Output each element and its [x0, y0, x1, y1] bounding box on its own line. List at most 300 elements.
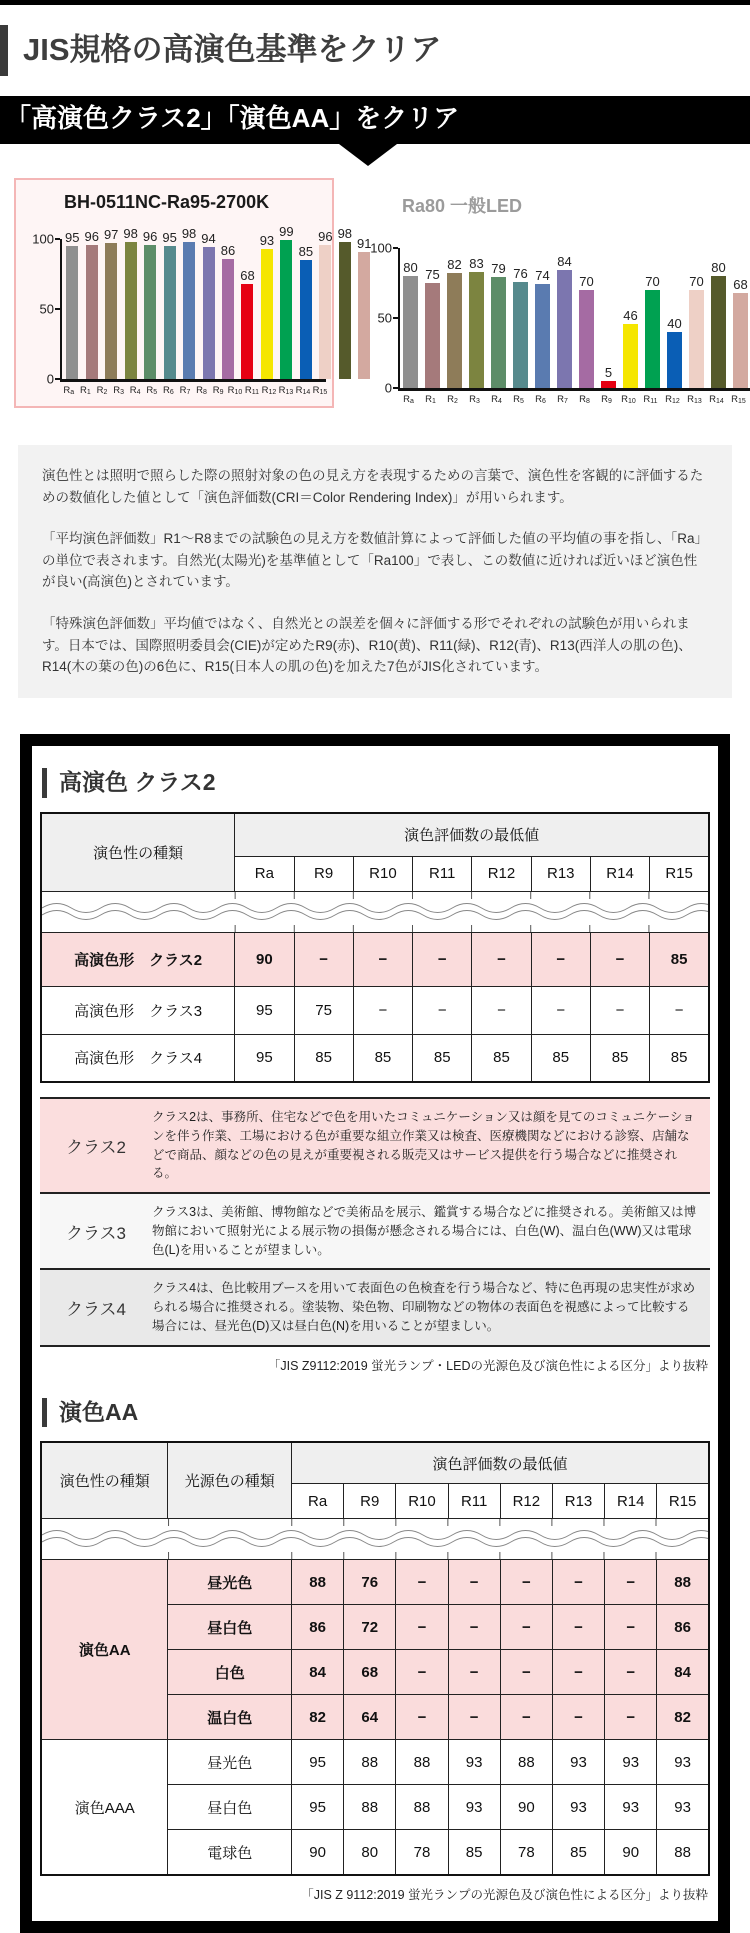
- bar-R1: [425, 283, 440, 388]
- bar-group-R11: [645, 275, 660, 388]
- bar-group-R11: [279, 225, 293, 379]
- y-axis-tick-label: 50: [39, 301, 54, 317]
- column-header-R11: R11: [413, 856, 472, 891]
- bar-group-Ra: [403, 261, 418, 388]
- bar-group-R1: [84, 230, 98, 379]
- x-axis-label-R13: R 13: [687, 394, 702, 406]
- chart-panel-product: [14, 178, 372, 408]
- row-label: 温白色: [168, 1695, 292, 1740]
- x-axis-label-R1: R 1: [425, 394, 436, 406]
- bar-R6: [183, 242, 195, 379]
- bar-R12: [300, 260, 312, 379]
- section-class2: [40, 768, 710, 1374]
- row-label: 昼白色: [168, 1785, 292, 1830]
- omitted-rows-wave: [42, 892, 708, 932]
- cell-value: −: [500, 1560, 552, 1605]
- y-axis-tick-label: 100: [32, 231, 54, 247]
- cell-value: 88: [396, 1785, 448, 1830]
- chart-body: [32, 224, 372, 397]
- bar-group-R10: [260, 234, 274, 379]
- bar-value-label: 91: [357, 235, 372, 251]
- cell-value: 93: [657, 1785, 709, 1830]
- cell-value: 88: [657, 1830, 709, 1875]
- cell-value: 88: [396, 1740, 448, 1785]
- cell-value: −: [590, 986, 649, 1034]
- table-row: [41, 1560, 709, 1605]
- column-header-type: 演色性の種類: [41, 1442, 168, 1519]
- bar-value-label: 86: [220, 242, 236, 258]
- cell-value: −: [472, 932, 531, 986]
- bar-group-R8: [221, 244, 235, 379]
- cell-value: 88: [291, 1560, 343, 1605]
- wave-row: [41, 1519, 709, 1560]
- cell-value: 85: [650, 932, 709, 986]
- bar-R11: [280, 240, 292, 379]
- cell-value: −: [531, 932, 590, 986]
- chart-plot: [32, 224, 372, 387]
- section-class2-heading: 高演色 クラス2: [42, 768, 710, 798]
- cell-value: −: [472, 986, 531, 1034]
- cell-value: 80: [344, 1830, 396, 1875]
- column-header-R9: R9: [344, 1484, 396, 1519]
- x-axis-label-R11: R 11: [244, 385, 260, 397]
- bar-R5: [164, 246, 176, 379]
- page-title: JIS規格の高演色基準をクリア: [0, 25, 750, 76]
- bar-R11: [645, 290, 660, 388]
- cell-value: 82: [657, 1695, 709, 1740]
- bar-value-label: 68: [240, 267, 255, 283]
- cell-value: 93: [552, 1740, 604, 1785]
- bar-Ra: [66, 246, 78, 379]
- x-axis-label-R4: R 4: [491, 394, 502, 406]
- bar-value-label: 40: [667, 315, 682, 331]
- cell-value: 90: [235, 932, 294, 986]
- bar-R13: [319, 245, 331, 379]
- cell-value: 95: [291, 1740, 343, 1785]
- class-description-row: [40, 1194, 710, 1270]
- bar-group-R9: [601, 366, 616, 388]
- class-description-row: [40, 1270, 710, 1346]
- cell-value: 95: [235, 986, 294, 1034]
- column-header-R10: R10: [396, 1484, 448, 1519]
- bar-value-label: 96: [318, 228, 333, 244]
- bar-group-Ra: [65, 231, 79, 379]
- y-axis-tick: [55, 378, 60, 380]
- bar-group-R1: [425, 268, 440, 388]
- column-header-R10: R10: [353, 856, 412, 891]
- bar-group-R8: [579, 275, 594, 388]
- x-axis-label-R3: R 3: [113, 385, 124, 397]
- column-header-R12: R12: [472, 856, 531, 891]
- row-label: 電球色: [168, 1830, 292, 1875]
- cell-value: 86: [291, 1605, 343, 1650]
- bar-value-label: 79: [491, 261, 506, 277]
- cell-value: 93: [552, 1785, 604, 1830]
- bar-value-label: 95: [162, 229, 177, 245]
- bar-R8: [222, 259, 234, 379]
- bar-group-R3: [123, 227, 137, 379]
- cell-value: −: [396, 1605, 448, 1650]
- description-paragraph: 「特殊演色評価数」平均値ではなく、自然光との誤差を個々に評価する形でそれぞれの試験色が用いられます。日本では、国際照明委員会(CIE)が定めたR9(赤)、R10(黄)、R11(緑)、R12(青)、R13(西洋人の肌の色)、R14(木の葉の色)の6色に、R15(日本人の肌の色)を加えた7色がJIS化されています。: [42, 615, 692, 675]
- row-label: 昼光色: [168, 1740, 292, 1785]
- bar-value-label: 70: [645, 273, 660, 289]
- cell-value: −: [605, 1605, 657, 1650]
- cell-value: 93: [657, 1740, 709, 1785]
- bar-R9: [241, 284, 253, 379]
- cell-value: −: [552, 1650, 604, 1695]
- bar-group-R6: [535, 269, 550, 388]
- row-label: 高演色形 クラス2: [41, 932, 235, 986]
- bar-value-label: 98: [181, 225, 197, 241]
- column-header-R12: R12: [500, 1484, 552, 1519]
- bar-R14: [711, 276, 726, 388]
- cell-value: 68: [344, 1650, 396, 1695]
- cell-value: −: [396, 1560, 448, 1605]
- bar-group-R7: [201, 232, 215, 379]
- y-axis-tick: [393, 387, 398, 389]
- y-axis-tick: [55, 308, 60, 310]
- bar-value-label: 5: [604, 364, 613, 380]
- x-axis-label-R12: R 12: [261, 385, 277, 397]
- citation-aa: 「JIS Z 9112:2019 蛍光ランプの光源色及び演色性による区分」より抜粋: [301, 1887, 708, 1902]
- bar-group-R15: [733, 278, 748, 388]
- cell-value: 95: [235, 1034, 294, 1082]
- bar-R10: [261, 249, 273, 379]
- column-header-R13: R13: [552, 1484, 604, 1519]
- cell-value: 64: [344, 1695, 396, 1740]
- bar-group-R14: [711, 261, 726, 388]
- bar-R15: [358, 252, 370, 379]
- bar-group-R4: [491, 262, 506, 388]
- class-label: クラス4: [66, 1299, 126, 1319]
- column-header-Ra: Ra: [291, 1484, 343, 1519]
- x-axis-label-R12: R 12: [665, 394, 680, 406]
- x-axis-label-R9: R 9: [601, 394, 612, 406]
- bar-value-label: 98: [123, 225, 138, 241]
- y-axis-tick: [393, 317, 398, 319]
- group-label: 演色AA: [41, 1560, 168, 1740]
- chart-title: Ra80 一般LED: [402, 195, 523, 216]
- cell-value: 85: [650, 1034, 709, 1082]
- bar-group-R7: [557, 255, 572, 388]
- bar-value-label: 70: [579, 273, 594, 289]
- bar-value-label: 85: [298, 243, 314, 259]
- bar-R14: [339, 242, 351, 379]
- chart-title: BH-0511NC-Ra95-2700K: [64, 191, 270, 212]
- column-header-Ra: Ra: [235, 856, 294, 891]
- column-header-type: 演色性の種類: [41, 813, 235, 892]
- bar-group-R2: [447, 258, 462, 388]
- cell-value: 85: [590, 1034, 649, 1082]
- bar-R7: [557, 270, 572, 388]
- row-label: 昼光色: [168, 1560, 292, 1605]
- class-label: クラス2: [66, 1138, 126, 1158]
- bar-value-label: 82: [447, 257, 462, 273]
- bar-R4: [144, 245, 156, 379]
- banner-text: 「高演色クラス2」「演色AA」をクリア: [5, 102, 460, 133]
- bar-R6: [535, 284, 550, 388]
- x-axis-label-R8: R 8: [579, 394, 590, 406]
- bar-value-label: 68: [733, 276, 748, 292]
- bar-R4: [491, 277, 506, 388]
- column-header-R9: R9: [294, 856, 353, 891]
- wave-cell: [41, 1519, 709, 1560]
- x-axis-labels: [63, 386, 326, 396]
- column-header-R14: R14: [605, 1484, 657, 1519]
- bar-value-label: 80: [403, 259, 418, 275]
- bar-R3: [125, 242, 137, 379]
- class-text: クラス2は、事務所、住宅などで色を用いたコミュニケーション又は顔を見てのコミュニケーションを伴う作業、工場における色が重要な組立作業又は検査、医療機関などにおける診察、店舗などで商品、顔などの色の見えが重要視される販売又はサービス提供を行う場合などに推奨される。: [152, 1110, 695, 1181]
- column-header-R15: R15: [650, 856, 709, 891]
- cell-value: −: [552, 1695, 604, 1740]
- cell-value: 85: [531, 1034, 590, 1082]
- bar-value-label: 83: [469, 255, 484, 271]
- bar-value-label: 46: [623, 307, 638, 323]
- table-row: [41, 1740, 709, 1785]
- bar-value-label: 80: [711, 259, 726, 275]
- cell-value: 90: [291, 1830, 343, 1875]
- column-header-light-color: 光源色の種類: [168, 1442, 292, 1519]
- y-axis-tick-label: 0: [46, 371, 54, 387]
- class-description-row: [40, 1099, 710, 1194]
- group-label: 演色AAA: [41, 1740, 168, 1875]
- table-row: [41, 932, 709, 986]
- description-box: [18, 445, 732, 698]
- x-axis-label-Ra: R a: [63, 385, 75, 397]
- bar-value-label: 84: [557, 254, 572, 270]
- cell-value: 75: [294, 986, 353, 1034]
- x-axis-labels: [401, 395, 750, 405]
- bar-value-label: 98: [337, 225, 353, 241]
- cell-value: −: [294, 932, 353, 986]
- cell-value: −: [413, 986, 472, 1034]
- x-axis-label-R6: R 6: [162, 385, 174, 397]
- cell-value: 85: [552, 1830, 604, 1875]
- wave-cell: [41, 891, 709, 932]
- bar-R2: [105, 243, 117, 379]
- bar-group-R3: [469, 257, 484, 388]
- standards-framed-section: [20, 734, 730, 1933]
- omitted-rows-wave: [42, 1519, 708, 1559]
- cell-value: 86: [657, 1605, 709, 1650]
- main-title-block: [0, 25, 750, 76]
- cell-value: 90: [605, 1830, 657, 1875]
- bar-R15: [733, 293, 748, 388]
- cell-value: −: [500, 1650, 552, 1695]
- x-axis-label-R5: R 5: [146, 385, 158, 397]
- cell-value: 78: [500, 1830, 552, 1875]
- cell-value: 85: [294, 1034, 353, 1082]
- bar-group-R9: [240, 269, 254, 379]
- section-aa: [40, 1398, 710, 1903]
- bar-group-R6: [182, 227, 196, 379]
- bar-value-label: 74: [535, 268, 550, 284]
- class-descriptions: [40, 1097, 710, 1347]
- cell-value: 90: [500, 1785, 552, 1830]
- y-axis-tick-label: 0: [384, 380, 392, 396]
- cell-value: −: [413, 932, 472, 986]
- bar-value-label: 99: [279, 224, 294, 240]
- chart-panel-generic-led: [358, 178, 750, 415]
- cell-value: 82: [291, 1695, 343, 1740]
- row-label: 高演色形 クラス3: [41, 986, 235, 1034]
- cell-value: −: [590, 932, 649, 986]
- bar-R13: [689, 290, 704, 388]
- bar-R5: [513, 282, 528, 388]
- x-axis-label-R11: R 11: [643, 394, 658, 406]
- banner-arrow-down: [339, 144, 397, 166]
- cell-value: 85: [448, 1830, 500, 1875]
- cell-value: 88: [500, 1740, 552, 1785]
- row-label: 白色: [168, 1650, 292, 1695]
- cell-value: 88: [344, 1740, 396, 1785]
- description-paragraph: 「平均演色評価数」R1〜R8までの試験色の見え方を数値計算によって評価した値の平均値の事を指し、「Ra」の単位で表されます。自然光(太陽光)を基準値として「Ra100」で表し、この数値に近ければ近いほど演色性が良い(高演色)とされています。: [42, 531, 702, 590]
- x-axis-label-R6: R 6: [535, 394, 546, 406]
- bar-group-R13: [318, 230, 332, 379]
- cell-value: 88: [657, 1560, 709, 1605]
- bar-group-R12: [667, 317, 682, 388]
- bar-group-R13: [689, 275, 704, 388]
- cell-value: −: [396, 1695, 448, 1740]
- y-axis-tick: [393, 247, 398, 249]
- x-axis-label-R14: R 14: [709, 394, 724, 406]
- x-axis-label-R4: R 4: [129, 385, 141, 397]
- bar-R7: [203, 247, 215, 379]
- table-row: [41, 986, 709, 1034]
- bar-R1: [86, 245, 98, 379]
- cell-value: −: [353, 986, 412, 1034]
- bar-group-R5: [513, 267, 528, 388]
- cell-value: 93: [448, 1740, 500, 1785]
- bars: [403, 255, 748, 388]
- x-axis-label-R2: R 2: [447, 394, 458, 406]
- bar-value-label: 95: [65, 229, 80, 245]
- x-axis-label-R13: R 13: [278, 385, 294, 397]
- section-aa-heading: 演色AA: [42, 1398, 710, 1428]
- bar-value-label: 96: [142, 228, 158, 244]
- cell-value: 95: [291, 1785, 343, 1830]
- bar-R9: [601, 381, 616, 388]
- x-axis-label-R5: R 5: [513, 394, 524, 406]
- bar-group-R15: [357, 237, 371, 379]
- bar-group-R14: [338, 227, 352, 379]
- wave-row: [41, 891, 709, 932]
- cell-value: −: [448, 1605, 500, 1650]
- x-axis-label-R3: R 3: [469, 394, 480, 406]
- cell-value: −: [531, 986, 590, 1034]
- table-row: [41, 1034, 709, 1082]
- row-label: 高演色形 クラス4: [41, 1034, 235, 1082]
- cell-value: −: [552, 1560, 604, 1605]
- cell-value: −: [500, 1695, 552, 1740]
- cell-value: 72: [344, 1605, 396, 1650]
- column-header-R14: R14: [590, 856, 649, 891]
- bar-R2: [447, 273, 462, 388]
- cell-value: 88: [344, 1785, 396, 1830]
- class-text: クラス3は、美術館、博物館などで美術品を展示、鑑賞する場合などに推奨される。美術館又は博物館において照射光による展示物の損傷が懸念される場合には、白色(W)、温白色(WW)又は電球色(L)を用いることが望ましい。: [152, 1205, 697, 1257]
- x-axis-label-R15: R 15: [312, 385, 328, 397]
- bar-value-label: 75: [425, 266, 440, 282]
- x-axis-label-R15: R 15: [731, 394, 746, 406]
- y-axis-tick-label: 100: [370, 240, 392, 256]
- column-header-R13: R13: [531, 856, 590, 891]
- bar-value-label: 94: [201, 231, 216, 247]
- bar-group-R10: [623, 309, 638, 388]
- cell-value: −: [448, 1560, 500, 1605]
- bar-group-R12: [299, 245, 313, 379]
- bar-group-R4: [143, 230, 157, 379]
- cell-value: 93: [605, 1785, 657, 1830]
- cell-value: −: [448, 1695, 500, 1740]
- cell-value: −: [552, 1605, 604, 1650]
- cell-value: −: [605, 1560, 657, 1605]
- x-axis-label-R1: R 1: [80, 385, 91, 397]
- bar-value-label: 93: [259, 232, 275, 248]
- class2-table: [40, 812, 710, 1084]
- bar-R10: [623, 324, 638, 388]
- cell-value: 84: [291, 1650, 343, 1695]
- x-axis-label-R7: R 7: [179, 385, 191, 397]
- cell-value: −: [605, 1695, 657, 1740]
- aa-table: [40, 1441, 710, 1876]
- cell-value: 85: [472, 1034, 531, 1082]
- cell-value: 78: [396, 1830, 448, 1875]
- cell-value: 85: [353, 1034, 412, 1082]
- cell-value: −: [605, 1650, 657, 1695]
- x-axis-label-R9: R 9: [212, 385, 224, 397]
- x-axis-label-R14: R 14: [295, 385, 311, 397]
- x-axis-label-R10: R 10: [227, 385, 243, 397]
- column-group-header-min-values: 演色評価数の最低値: [291, 1442, 709, 1484]
- bar-group-R2: [104, 228, 118, 379]
- x-axis-label-Ra: R a: [403, 394, 414, 406]
- bars: [65, 225, 372, 379]
- bar-group-R5: [162, 231, 176, 379]
- description-paragraph: 演色性とは照明で照らした際の照射対象の色の見え方を表現するための言葉で、演色性を客観的に評価するための数値化した値として「演色評価数(CRI＝Color Rendering Index)」が用いられます。: [42, 467, 704, 505]
- cell-value: −: [353, 932, 412, 986]
- cell-value: −: [650, 986, 709, 1034]
- bar-value-label: 96: [84, 228, 99, 244]
- x-axis-label-R8: R 8: [196, 385, 207, 397]
- chart-body: [370, 240, 750, 406]
- cell-value: −: [500, 1605, 552, 1650]
- cell-value: 85: [413, 1034, 472, 1082]
- class-text: クラス4は、色比較用ブースを用いて表面色の色検査を行う場合など、特に色再現の忠実性が求められる場合に推奨される。塗装物、染色物、印刷物などの物体の表面色を視感によって比較する場合には、昼光色(D)又は昼白色(N)を用いることが望ましい。: [152, 1281, 696, 1333]
- cell-value: −: [448, 1650, 500, 1695]
- x-axis-label-R2: R 2: [96, 385, 108, 397]
- banner: [0, 96, 750, 144]
- cell-value: −: [396, 1650, 448, 1695]
- top-black-bar: [0, 0, 750, 5]
- column-header-R15: R15: [657, 1484, 709, 1519]
- bar-value-label: 76: [513, 265, 528, 281]
- charts-row: [0, 178, 750, 415]
- cell-value: 84: [657, 1650, 709, 1695]
- class2-table-holder: [40, 812, 710, 1084]
- cell-value: 93: [448, 1785, 500, 1830]
- bar-R3: [469, 272, 484, 388]
- x-axis-label-R7: R 7: [557, 394, 568, 406]
- bar-Ra: [403, 276, 418, 388]
- chart-plot: [370, 240, 750, 396]
- citation-class2: 「JIS Z9112:2019 蛍光ランプ・LEDの光源色及び演色性による区分」より抜粋: [267, 1358, 708, 1373]
- x-axis-label-R10: R 10: [621, 394, 636, 406]
- y-axis-tick-label: 50: [377, 310, 392, 326]
- cell-value: 76: [344, 1560, 396, 1605]
- row-label: 昼白色: [168, 1605, 292, 1650]
- bar-R12: [667, 332, 682, 388]
- aa-table-holder: [40, 1441, 710, 1876]
